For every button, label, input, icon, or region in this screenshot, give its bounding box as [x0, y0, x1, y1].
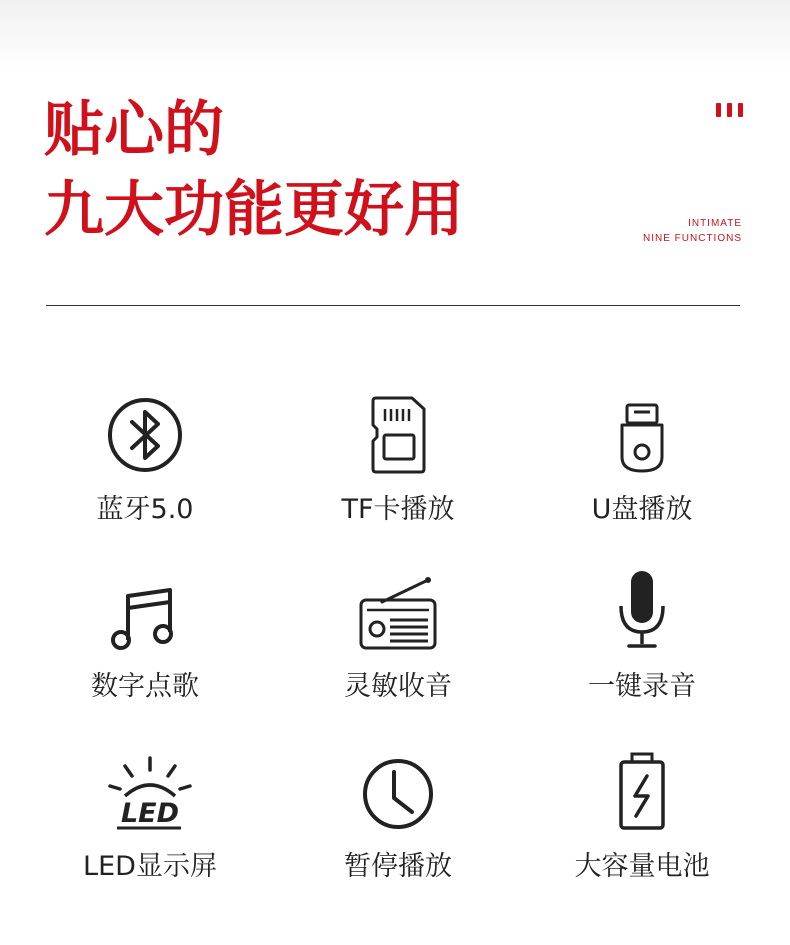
page-title-line1: 贴心的 [44, 95, 224, 165]
feature-label-battery: 大容量电池 [574, 851, 710, 882]
feature-bluetooth [25, 385, 265, 526]
feature-pause-play [278, 742, 518, 883]
feature-label-song-select: 数字点歌 [91, 671, 199, 702]
feature-label-radio: 灵敏收音 [344, 671, 452, 702]
music-note-icon [110, 582, 180, 652]
subtitle-line1: INTIMATE [688, 218, 742, 229]
feature-song-select [25, 562, 265, 703]
microphone-icon [612, 568, 672, 652]
feature-record [522, 562, 762, 703]
clock-icon [360, 756, 436, 832]
page-title-line2: 九大功能更好用 [44, 175, 464, 245]
feature-label-usb: U盘播放 [591, 494, 693, 525]
subtitle-line2: NINE FUNCTIONS [643, 233, 742, 244]
feature-usb [522, 385, 762, 526]
feature-label-tf-card: TF卡播放 [341, 494, 455, 525]
led-icon-text: LED [120, 798, 180, 829]
feature-radio [278, 562, 518, 703]
battery-icon [615, 752, 669, 832]
feature-label-led-display: LED显示屏 [83, 851, 217, 882]
led-icon [105, 756, 195, 832]
feature-led-display [30, 742, 270, 883]
feature-battery [522, 742, 762, 883]
feature-label-pause-play: 暂停播放 [344, 851, 452, 882]
feature-tf-card [278, 385, 518, 526]
feature-label-bluetooth: 蓝牙5.0 [96, 494, 194, 525]
radio-icon [358, 576, 438, 652]
usb-drive-icon [612, 395, 672, 475]
feature-label-record: 一键录音 [588, 671, 696, 702]
bluetooth-icon [105, 395, 185, 475]
sd-card-icon [368, 395, 428, 475]
